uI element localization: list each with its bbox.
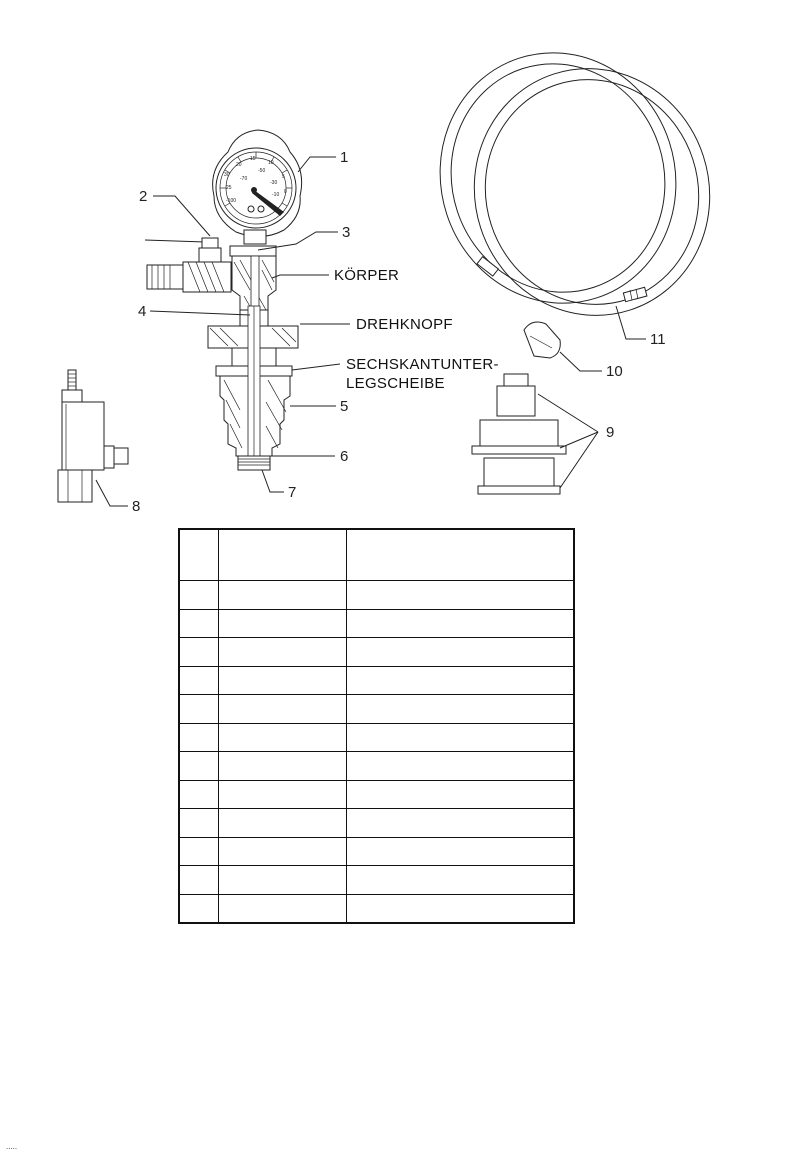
table-cell: [219, 666, 347, 695]
gauge-number: 15: [250, 156, 256, 162]
pressure-gauge: [213, 130, 302, 244]
table-cell: [219, 866, 347, 895]
table-row: [179, 837, 574, 866]
adapter-set: [472, 374, 566, 494]
callout-3: 3: [342, 224, 351, 241]
gauge-number: -70: [240, 176, 248, 182]
exploded-assembly-drawing: [0, 0, 793, 520]
callout-9: 9: [606, 424, 615, 441]
table-cell: [347, 723, 575, 752]
table-cell: [179, 581, 219, 610]
gauge-number: -50: [258, 168, 266, 174]
label-washer-line1: SECHSKANTUNTER-: [346, 356, 499, 373]
table-cell: [219, 752, 347, 781]
label-washer-line2: LEGSCHEIBE: [346, 375, 445, 392]
adapter-fitting: [58, 370, 128, 502]
callout-4: 4: [138, 303, 147, 320]
hose-coil: [408, 22, 742, 346]
table-cell: [347, 780, 575, 809]
table-row: [179, 780, 574, 809]
table-cell: [219, 780, 347, 809]
table-cell: [179, 837, 219, 866]
callout-8: 8: [132, 498, 141, 515]
table-cell: [219, 638, 347, 667]
table-cell: [219, 809, 347, 838]
callout-1: 1: [340, 149, 349, 166]
table-row: [179, 581, 574, 610]
table-cell: [219, 723, 347, 752]
callout-7: 7: [288, 484, 297, 501]
table-cell: [179, 866, 219, 895]
gauge-number: 10: [268, 160, 274, 166]
table-cell: [179, 529, 219, 581]
table-cell: [347, 894, 575, 923]
table-cell: [219, 837, 347, 866]
table-cell: [347, 866, 575, 895]
gauge-number: 30: [224, 172, 230, 178]
gauge-number: -10: [272, 192, 280, 198]
knob-and-stem: [208, 306, 298, 470]
valve-body: [145, 238, 276, 310]
table-row: [179, 866, 574, 895]
callout-6: 6: [340, 448, 349, 465]
callout-10: 10: [606, 363, 623, 380]
table-cell: [179, 609, 219, 638]
page-mark: .....: [6, 1142, 18, 1151]
table-row: [179, 638, 574, 667]
table-cell: [219, 894, 347, 923]
table-row: [179, 894, 574, 923]
gauge-number: -100: [226, 198, 237, 204]
gauge-number: 25: [226, 185, 232, 191]
table-cell: [347, 752, 575, 781]
table-cell: [219, 695, 347, 724]
gauge-number: 0: [284, 189, 287, 195]
table-cell: [179, 723, 219, 752]
parts-table-body: [179, 529, 574, 923]
parts-list-table: [178, 528, 575, 924]
table-cell: [179, 780, 219, 809]
table-header-row: [179, 529, 574, 581]
table-cell: [347, 837, 575, 866]
table-cell: [179, 752, 219, 781]
table-cell: [347, 666, 575, 695]
gauge-number: -30: [270, 180, 278, 186]
table-cell: [347, 638, 575, 667]
table-row: [179, 666, 574, 695]
table-row: [179, 809, 574, 838]
label-knob: DREHKNOPF: [356, 316, 453, 333]
table-cell: [219, 581, 347, 610]
table-cell: [219, 609, 347, 638]
callout-2: 2: [139, 188, 148, 205]
table-row: [179, 723, 574, 752]
table-row: [179, 752, 574, 781]
table-cell: [347, 695, 575, 724]
callout-11: 11: [650, 331, 666, 348]
table-cell: [347, 609, 575, 638]
gauge-number: 5: [282, 174, 285, 180]
gauge-number: 20: [236, 162, 242, 168]
table-cell: [179, 894, 219, 923]
table-cell: [179, 809, 219, 838]
table-cell: [347, 809, 575, 838]
callout-5: 5: [340, 398, 349, 415]
table-cell: [179, 666, 219, 695]
label-body: KÖRPER: [334, 267, 400, 284]
table-cell: [219, 529, 347, 581]
table-cell: [179, 695, 219, 724]
table-row: [179, 609, 574, 638]
table-cell: [347, 581, 575, 610]
table-cell: [347, 529, 575, 581]
table-cell: [179, 638, 219, 667]
part-labels: [334, 266, 499, 392]
cap: [524, 322, 560, 358]
table-row: [179, 695, 574, 724]
